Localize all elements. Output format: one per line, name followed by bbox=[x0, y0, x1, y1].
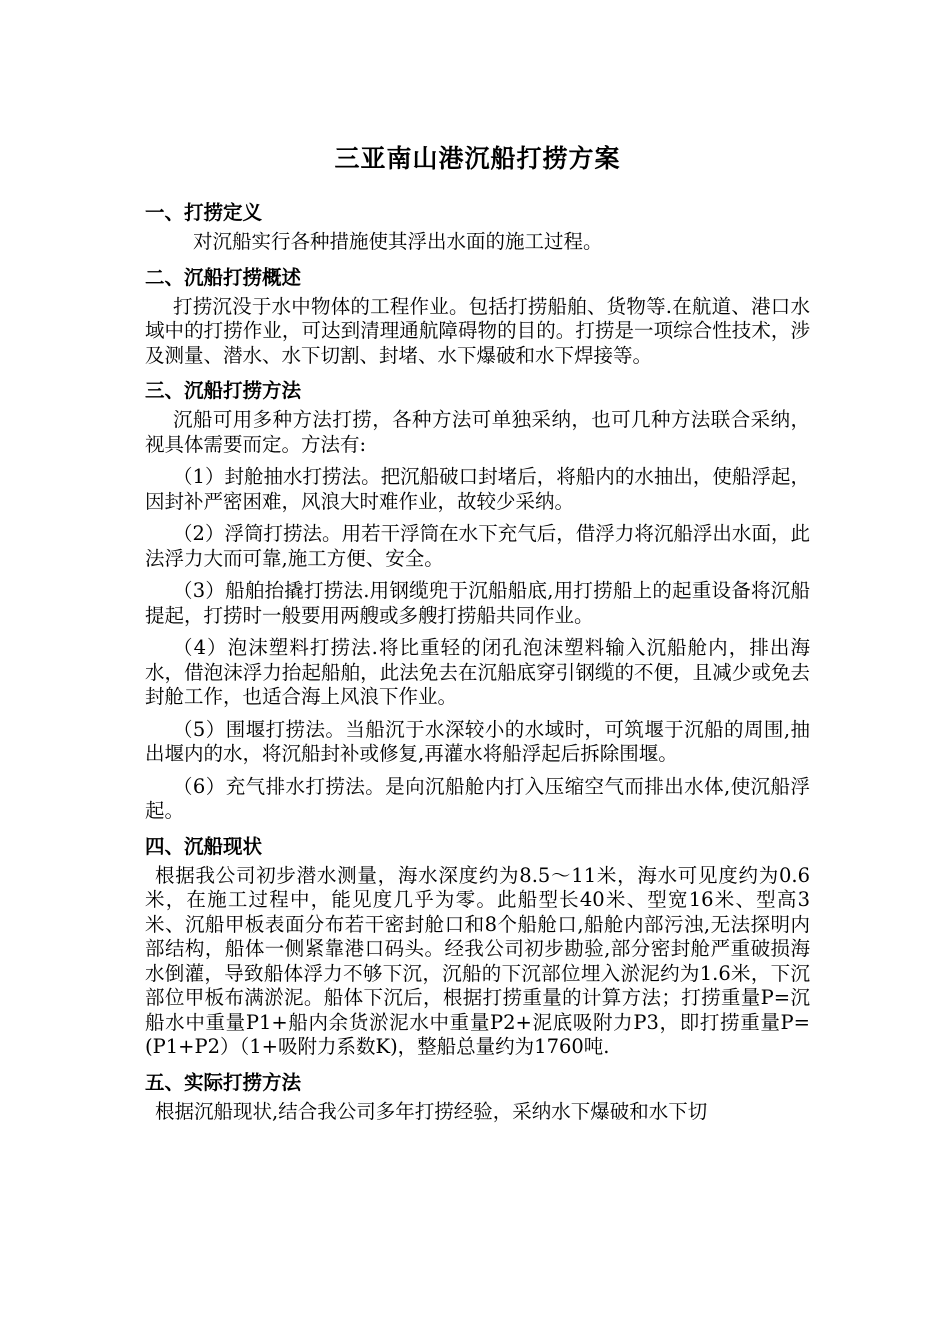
section-heading: 五、实际打捞方法 bbox=[145, 1070, 302, 1094]
section-current-status bbox=[145, 832, 810, 1060]
paragraph-method-2: （2）浮筒打捞法。用若干浮筒在水下充气后，借浮力将沉船浮出水面，此法浮力大而可靠,施工方便、安全。 bbox=[145, 522, 810, 570]
document-title: 三亚南山港沉船打捞方案 bbox=[334, 144, 621, 173]
section-heading: 二、沉船打捞概述 bbox=[145, 265, 302, 289]
section-heading: 一、打捞定义 bbox=[145, 201, 263, 224]
section-methods bbox=[145, 376, 810, 824]
paragraph: 根据沉船现状,结合我公司多年打捞经验，采纳水下爆破和水下切 bbox=[155, 1099, 708, 1123]
paragraph-method-3: （3）船舶抬撬打捞法.用钢缆兜于沉船船底,用打捞船上的起重设备将沉船提起，打捞时一般要用两艘或多艘打捞船共同作业。 bbox=[145, 579, 810, 627]
section-actual-method bbox=[145, 1068, 810, 1125]
paragraph-method-1: （1）封舱抽水打捞法。把沉船破口封堵后，将船内的水抽出，使船浮起，因封补严密困难，风浪大时难作业，故较少采纳。 bbox=[145, 465, 810, 513]
section-overview bbox=[145, 263, 810, 369]
section-heading: 三、沉船打捞方法 bbox=[145, 379, 302, 402]
paragraph: 对沉船实行各种措施使其浮出水面的施工过程。 bbox=[193, 230, 603, 253]
section-heading: 四、沉船现状 bbox=[145, 834, 263, 858]
document-content bbox=[145, 142, 810, 1132]
paragraph-method-5: （5）围堰打捞法。当船沉于水深较小的水域时，可筑堰于沉船的周围,抽出堰内的水，将沉船封补或修复,再灌水将船浮起后拆除围堰。 bbox=[145, 717, 810, 765]
paragraph: 根据我公司初步潜水测量，海水深度约为8.5～11米，海水可见度约为0.6米，在施工过程中，能见度几乎为零。此船型长40米、型宽16米、型高3米、沉船甲板表面分布若干密封舱口和8个船舱口,船舱内部污浊,无法探明内部结构，船体一侧紧靠港口码头。经我公司初步勘验,部分密封舱严重破损海水倒灌，导致船体浮力不够下沉，沉船的下沉部位埋入淤泥约为1.6米，下沉部位甲板布满淤泥。船体下沉后，根据打捞重量的计算方法；打捞重量P=沉船水中重量P1+船内余货淤泥水中重量P2+泥底吸附力P3，即打捞重量P=(P1+P2）（1+吸附力系数K)，整船总量约为1760吨. bbox=[145, 863, 810, 1058]
section-definition bbox=[145, 198, 810, 255]
paragraph: 沉船可用多种方法打捞，各种方法可单独采纳，也可几种方法联合采纳，视具体需要而定。方法有: bbox=[145, 408, 810, 456]
paragraph-method-6: （6）充气排水打捞法。是向沉船舱内打入压缩空气而排出水体,使沉船浮起。 bbox=[145, 774, 810, 822]
paragraph-method-4: （4）泡沫塑料打捞法.将比重轻的闭孔泡沫塑料输入沉船舱内，排出海水，借泡沫浮力抬起船舶，此法免去在沉船底穿引钢缆的不便，且减少或免去封舱工作，也适合海上风浪下作业。 bbox=[145, 636, 810, 708]
paragraph: 打捞沉没于水中物体的工程作业。包括打捞船舶、货物等.在航道、港口水域中的打捞作业，可达到清理通航障碍物的目的。打捞是一项综合性技术，涉及测量、潜水、水下切割、封堵、水下爆破和水下焊接等。 bbox=[145, 294, 810, 367]
